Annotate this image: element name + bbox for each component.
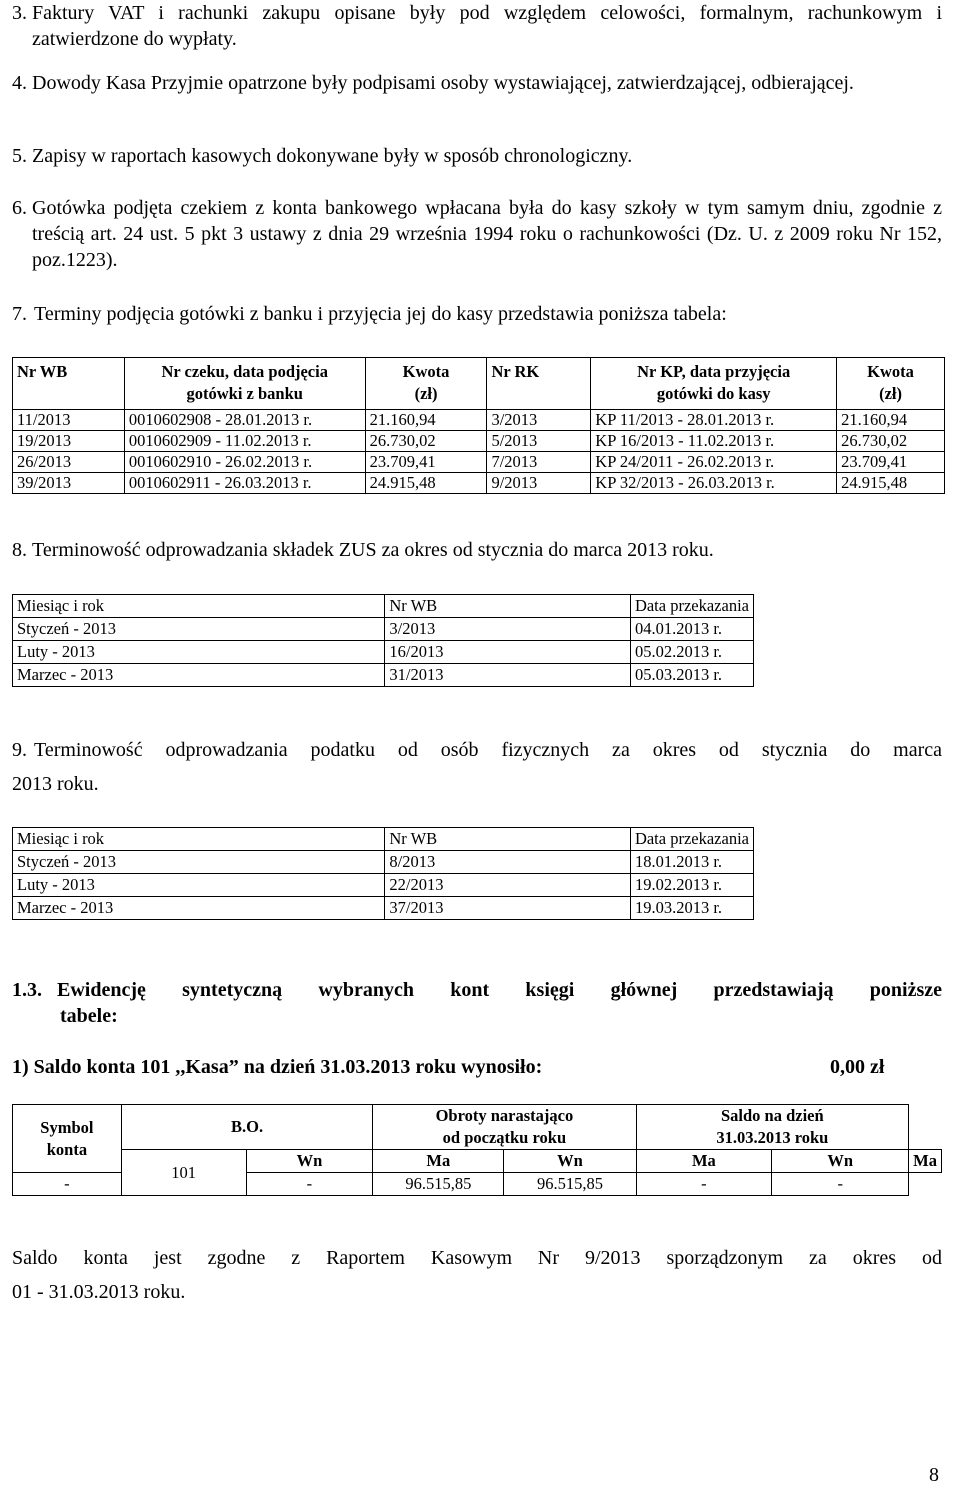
table-header-row [13,1105,942,1150]
page-number: 8 [929,1464,939,1486]
item-number: 6. [12,197,27,219]
section-number: 1.3. [12,979,42,1001]
cell: 31/2013 [385,664,631,687]
header-ma: Ma [373,1150,504,1173]
cell: - [772,1173,909,1196]
cell: - [636,1173,772,1196]
cell: 22/2013 [385,874,631,897]
table-subheader-row [13,1150,942,1173]
item-6 [12,195,942,273]
cell: 21.160,94 [837,410,945,431]
cell: KP 11/2013 - 28.01.2013 r. [591,410,837,431]
item-text: Terminy podjęcia gotówki z banku i przyjęcia jej do kasy przedstawia poniższa tabela: [34,303,727,325]
cell: 16/2013 [385,641,631,664]
item-number: 7. [12,303,27,325]
balance-value: 0,00 zł [830,1056,885,1078]
item-number: 9. [12,739,27,761]
header-cheque: Nr czeku, data podjęcia gotówki z banku [124,358,365,410]
account-number: 101 [121,1150,246,1196]
item-text-continued: 2013 roku. [12,773,99,795]
table-row [13,851,754,874]
cell: 24.915,48 [837,473,945,494]
item-text: Faktury VAT i rachunki zakupu opisane były pod względem celowości, formalnym, rachunkowym i zatwierdzone do wypłaty. [32,2,942,50]
pit-table [12,827,754,920]
item-number: 5. [12,145,27,167]
section-9 [12,737,942,797]
cell: - [13,1173,122,1196]
cell: Marzec - 2013 [13,664,385,687]
cell: 11/2013 [13,410,125,431]
header-month: Miesiąc i rok [13,828,385,851]
cell: 19.02.2013 r. [630,874,753,897]
cell: 37/2013 [385,897,631,920]
cell: 26/2013 [13,452,125,473]
table-row [13,641,754,664]
item-number: 3. [12,2,27,24]
cell: 96.515,85 [373,1173,504,1196]
cell: KP 32/2013 - 26.03.2013 r. [591,473,837,494]
header-transfer-date: Data przekazania [630,828,753,851]
table-row [13,618,754,641]
header-nr-wb: Nr WB [385,595,631,618]
header-bo: B.O. [121,1105,372,1150]
cell: Luty - 2013 [13,874,385,897]
header-ma: Ma [636,1150,772,1173]
item-text: Dowody Kasa Przyjmie opatrzone były podpisami osoby wystawiającej, zatwierdzającej, odbierającej. [32,72,854,94]
item-text: Terminowość odprowadzania podatku od osób fizycznych za okres od stycznia do marca [34,739,942,761]
account-101-table [12,1104,942,1196]
cell: 3/2013 [487,410,591,431]
closing-text-continued: 01 - 31.03.2013 roku. [12,1281,186,1303]
header-nr-wb: Nr WB [385,828,631,851]
table-row [13,664,754,687]
cell: 0010602911 - 26.03.2013 r. [124,473,365,494]
cell: 19.03.2013 r. [630,897,753,920]
section-8 [12,537,942,563]
header-symbol: Symbol konta [13,1105,122,1173]
cell: 7/2013 [487,452,591,473]
item-number: 8. [12,539,27,561]
cell: Styczeń - 2013 [13,618,385,641]
cell: 05.02.2013 r. [630,641,753,664]
cell: KP 24/2011 - 26.02.2013 r. [591,452,837,473]
cell: 26.730,02 [837,431,945,452]
header-wn: Wn [504,1150,636,1173]
header-kp: Nr KP, data przyjęcia gotówki do kasy [591,358,837,410]
cell: 9/2013 [487,473,591,494]
item-3 [12,0,942,52]
cell: 3/2013 [385,618,631,641]
header-balance: Saldo na dzień 31.03.2013 roku [636,1105,909,1150]
header-amount: Kwota (zł) [365,358,487,410]
table-header-row [13,358,945,410]
header-turnover: Obroty narastająco od początku roku [373,1105,636,1150]
cell: 19/2013 [13,431,125,452]
section-title: Ewidencję syntetyczną wybranych kont księgi głównej przedstawiają poniższe [57,979,942,1001]
item-number: 4. [12,72,27,94]
section-1-3-heading [12,977,942,1029]
item-text: Gotówka podjęta czekiem z konta bankowego wpłacana była do kasy szkoły w tym samym dniu, zgodnie z treścią art. 24 ust. 5 pkt 3 ustawy z dnia 29 września 1994 roku o rachunkowości (Dz. U. z 2009 roku Nr 152, poz.1223). [32,197,942,271]
section-title-continued: tabele: [60,1005,118,1027]
cell: KP 16/2013 - 11.02.2013 r. [591,431,837,452]
cell: Styczeń - 2013 [13,851,385,874]
cell: 05.03.2013 r. [630,664,753,687]
cell: 8/2013 [385,851,631,874]
cell: Marzec - 2013 [13,897,385,920]
table-row [13,874,754,897]
cash-balance-line [12,1054,942,1080]
cell: 0010602910 - 26.02.2013 r. [124,452,365,473]
item-4 [12,70,942,96]
table-row [13,473,945,494]
header-wn: Wn [246,1150,373,1173]
header-nr-rk: Nr RK [487,358,591,410]
cell: 18.01.2013 r. [630,851,753,874]
cell: 23.709,41 [837,452,945,473]
table-header-row [13,595,754,618]
cell: 0010602909 - 11.02.2013 r. [124,431,365,452]
cell: 24.915,48 [365,473,487,494]
zus-table [12,594,754,687]
cell: 04.01.2013 r. [630,618,753,641]
cell: 39/2013 [13,473,125,494]
table-row [13,452,945,473]
item-7 [12,301,942,327]
item-text: Terminowość odprowadzania składek ZUS za okres od stycznia do marca 2013 roku. [32,539,714,561]
header-nr-wb: Nr WB [13,358,125,410]
header-transfer-date: Data przekazania [630,595,753,618]
cell: 96.515,85 [504,1173,636,1196]
header-amount-2: Kwota (zł) [837,358,945,410]
cell: 21.160,94 [365,410,487,431]
item-text: Zapisy w raportach kasowych dokonywane były w sposób chronologiczny. [32,145,633,167]
header-month: Miesiąc i rok [13,595,385,618]
cell: 0010602908 - 28.01.2013 r. [124,410,365,431]
table-row [13,897,754,920]
closing-paragraph [12,1241,942,1309]
header-ma: Ma [909,1150,942,1173]
balance-label: 1) Saldo konta 101 ,,Kasa” na dzień 31.03.2013 roku wynosiło: [12,1056,543,1078]
closing-text: Saldo konta jest zgodne z Raportem Kasowym Nr 9/2013 sporządzonym za okres od [12,1247,942,1269]
table-row [13,410,945,431]
table-header-row [13,828,754,851]
header-wn: Wn [772,1150,909,1173]
cell: 26.730,02 [365,431,487,452]
cell: Luty - 2013 [13,641,385,664]
cell: 5/2013 [487,431,591,452]
cash-withdrawal-table [12,357,945,494]
cell: - [246,1173,373,1196]
cell: 23.709,41 [365,452,487,473]
table-row [13,431,945,452]
item-5 [12,143,942,169]
